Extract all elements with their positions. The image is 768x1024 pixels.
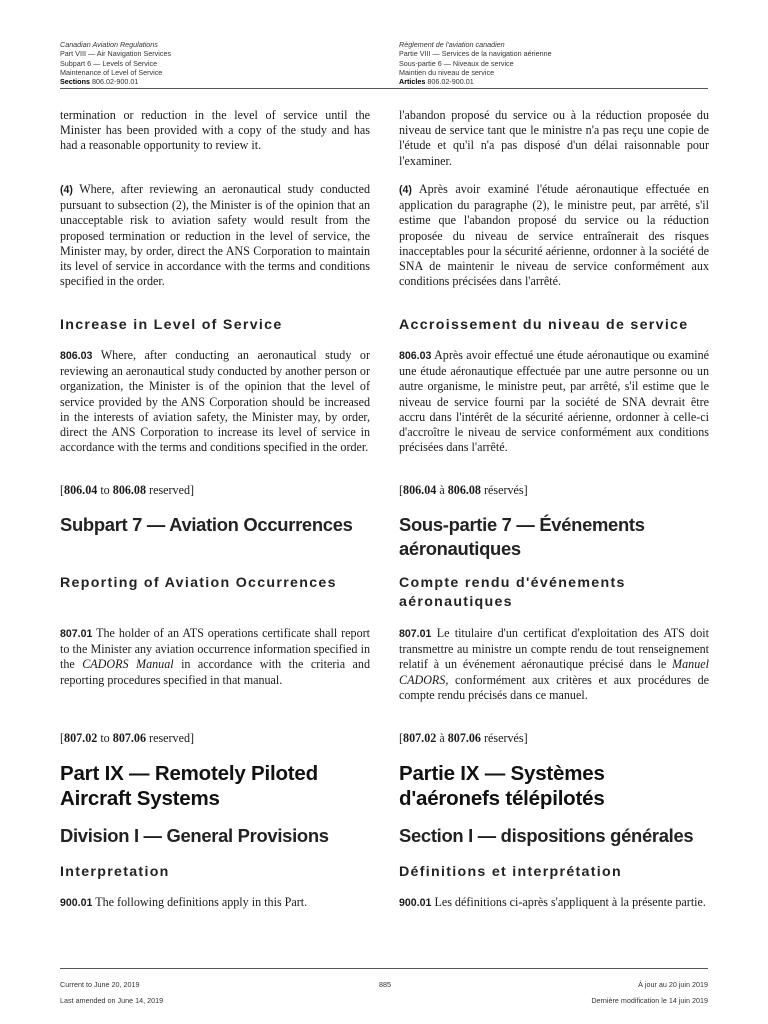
header-sections-value: 806.02-900.01 xyxy=(427,77,474,87)
header-subpart: Subpart 6 — Levels of Service xyxy=(60,58,158,68)
footer-derniere-modification: Dernière modification le 14 juin 2019 xyxy=(591,996,708,1005)
header-topic: Maintenance of Level of Service xyxy=(60,67,163,77)
division-1-heading: Section I — dispositions générales xyxy=(399,825,694,846)
section-number: 806.03 xyxy=(60,350,93,362)
cadors-manual-title: CADORS Manual xyxy=(82,657,174,672)
subsection-text: Après avoir examiné l'étude aéronautique effectuée en application du paragraphe (2), le ministre peut, par arrêté, s'il estime que l'abandon proposé du service ou la réduction proposée du niveau de service entraînerait des risques inacceptables pour la sécurité aérienne, ordonner à la société de SNA de maintenir le niveau de service conformément aux conditions précisées dans l'arrêté. xyxy=(399,182,709,289)
section-number: 807.01 xyxy=(60,628,93,640)
subsection-number: (4) xyxy=(60,184,73,196)
header-part: Part VIII — Air Navigation Services xyxy=(60,49,172,59)
header-title: Canadian Aviation Regulations xyxy=(60,40,158,49)
heading-reporting-aviation-occurrences: Compte rendu d'événements aéronautiques xyxy=(399,575,626,610)
heading-interpretation: Définitions et interprétation xyxy=(399,864,622,880)
reserved-806-04-806-08: [806.04 à 806.08 réservés] xyxy=(399,483,528,497)
running-header-french xyxy=(399,40,719,86)
cadors-manual-title: Manuel CADORS xyxy=(399,657,709,687)
subsection-4 xyxy=(399,182,709,289)
heading-reporting-aviation-occurrences: Reporting of Aviation Occurrences xyxy=(60,575,337,591)
heading-interpretation: Interpretation xyxy=(60,864,170,880)
footer-last-amended: Last amended on June 14, 2019 xyxy=(60,996,164,1005)
division-1-heading: Division I — General Provisions xyxy=(60,825,329,846)
footer-current-to: Current to June 20, 2019 xyxy=(60,980,140,989)
section-number: 807.01 xyxy=(399,628,432,640)
section-number: 900.01 xyxy=(399,897,432,909)
heading-increase-level-of-service: Increase in Level of Service xyxy=(60,317,283,333)
section-900-01 xyxy=(399,895,709,911)
section-number: 806.03 xyxy=(399,350,432,362)
subsection-4 xyxy=(60,182,370,289)
footer-a-jour-au: À jour au 20 juin 2019 xyxy=(638,980,708,989)
section-text: The following definitions apply in this Part. xyxy=(95,895,308,909)
header-topic: Maintien du niveau de service xyxy=(399,67,495,77)
reserved-807-02-807-06: [807.02 to 807.06 reserved] xyxy=(60,731,195,745)
paragraph-continuation: l'abandon proposé du service ou à la réduction proposée du niveau de service tant que le ministre n'a pas reçu une copie de l'étude et qu'il n'a pas disposé d'un délai raisonnable pour l'examiner. xyxy=(399,108,709,168)
subsection-text: Where, after reviewing an aeronautical study conducted pursuant to subsection (2), the Minister is of the opinion that an unacceptable risk to aviation safety would result from the proposed termination or reduction in the level of service, the Minister may, by order, direct the ANS Corporation to maintain its level of service in accordance with the terms and conditions specified in the order. xyxy=(60,182,370,289)
reserved-807-02-807-06: [807.02 à 807.06 réservés] xyxy=(399,731,528,745)
section-text: Après avoir effectué une étude aéronautique ou examiné une étude aéronautique effectuée par une autre personne ou un autre organisme, le ministre peut, par arrêté, s'il estime que le niveau de service fourni par la société de SNA devrait être accru dans l'intérêt de la sécurité aérienne, ordonner à celle-ci d'accroître le niveau de service conformément aux conditions précisées dans l'arrêté. xyxy=(399,348,709,455)
section-900-01 xyxy=(60,895,370,911)
header-sections-value: 806.02-900.01 xyxy=(91,77,139,87)
header-divider xyxy=(60,88,708,89)
header-subpart: Sous-partie 6 — Niveaux de service xyxy=(399,58,514,68)
paragraph-continuation: termination or reduction in the level of service until the Minister has been provided with a copy of the study and has had a reasonable opportunity to review it. xyxy=(60,108,370,153)
header-sections-label: Sections xyxy=(60,77,90,87)
section-807-01: 807.01 Le titulaire d'un certificat d'exploitation des ATS doit transmettre au ministre un compte rendu de tout renseignement relatif à un événement aéronautique précisé dans le Manuel CADORS, conformément aux critères et aux procédures de compte rendu précisés dans ce manuel. xyxy=(399,626,709,702)
running-header-english xyxy=(60,40,360,86)
heading-increase-level-of-service: Accroissement du niveau de service xyxy=(399,317,689,333)
footer-divider xyxy=(60,968,708,969)
subsection-number: (4) xyxy=(399,184,412,196)
section-807-01: 807.01 The holder of an ATS operations certificate shall report to the Minister any aviation occurrence information specified in the CADORS Manual in accordance with the criteria and reporting procedures specified in that manual. xyxy=(60,626,371,687)
subpart-7-heading: Sous-partie 7 — Événements aéronautiques xyxy=(399,514,645,559)
section-806-03 xyxy=(60,348,370,455)
header-sections-label: Articles xyxy=(399,77,426,87)
section-text: Where, after conducting an aeronautical study or reviewing an aeronautical study conducted by another person or organization, the Minister is of the opinion that the level of service provided by the ANS Corporation should be increased in the interests of aviation safety, the Minister may, by order, direct the ANS Corporation to increase its level of service in accordance with the terms and conditions specified in the order. xyxy=(60,348,370,455)
header-part: Partie VIII — Services de la navigation aérienne xyxy=(399,49,552,59)
section-number: 900.01 xyxy=(60,897,93,909)
page-number: 885 xyxy=(379,980,391,989)
reserved-806-04-806-08: [806.04 to 806.08 reserved] xyxy=(60,483,195,497)
section-806-03 xyxy=(399,348,709,455)
part-9-heading: Part IX — Remotely Piloted Aircraft Systems xyxy=(60,762,318,810)
header-title: Règlement de l'aviation canadien xyxy=(399,40,505,49)
section-text: Les définitions ci-après s'appliquent à la présente partie. xyxy=(434,895,706,909)
part-9-heading: Partie IX — Systèmes d'aéronefs télépilotés xyxy=(399,762,605,810)
subpart-7-heading: Subpart 7 — Aviation Occurrences xyxy=(60,514,353,535)
